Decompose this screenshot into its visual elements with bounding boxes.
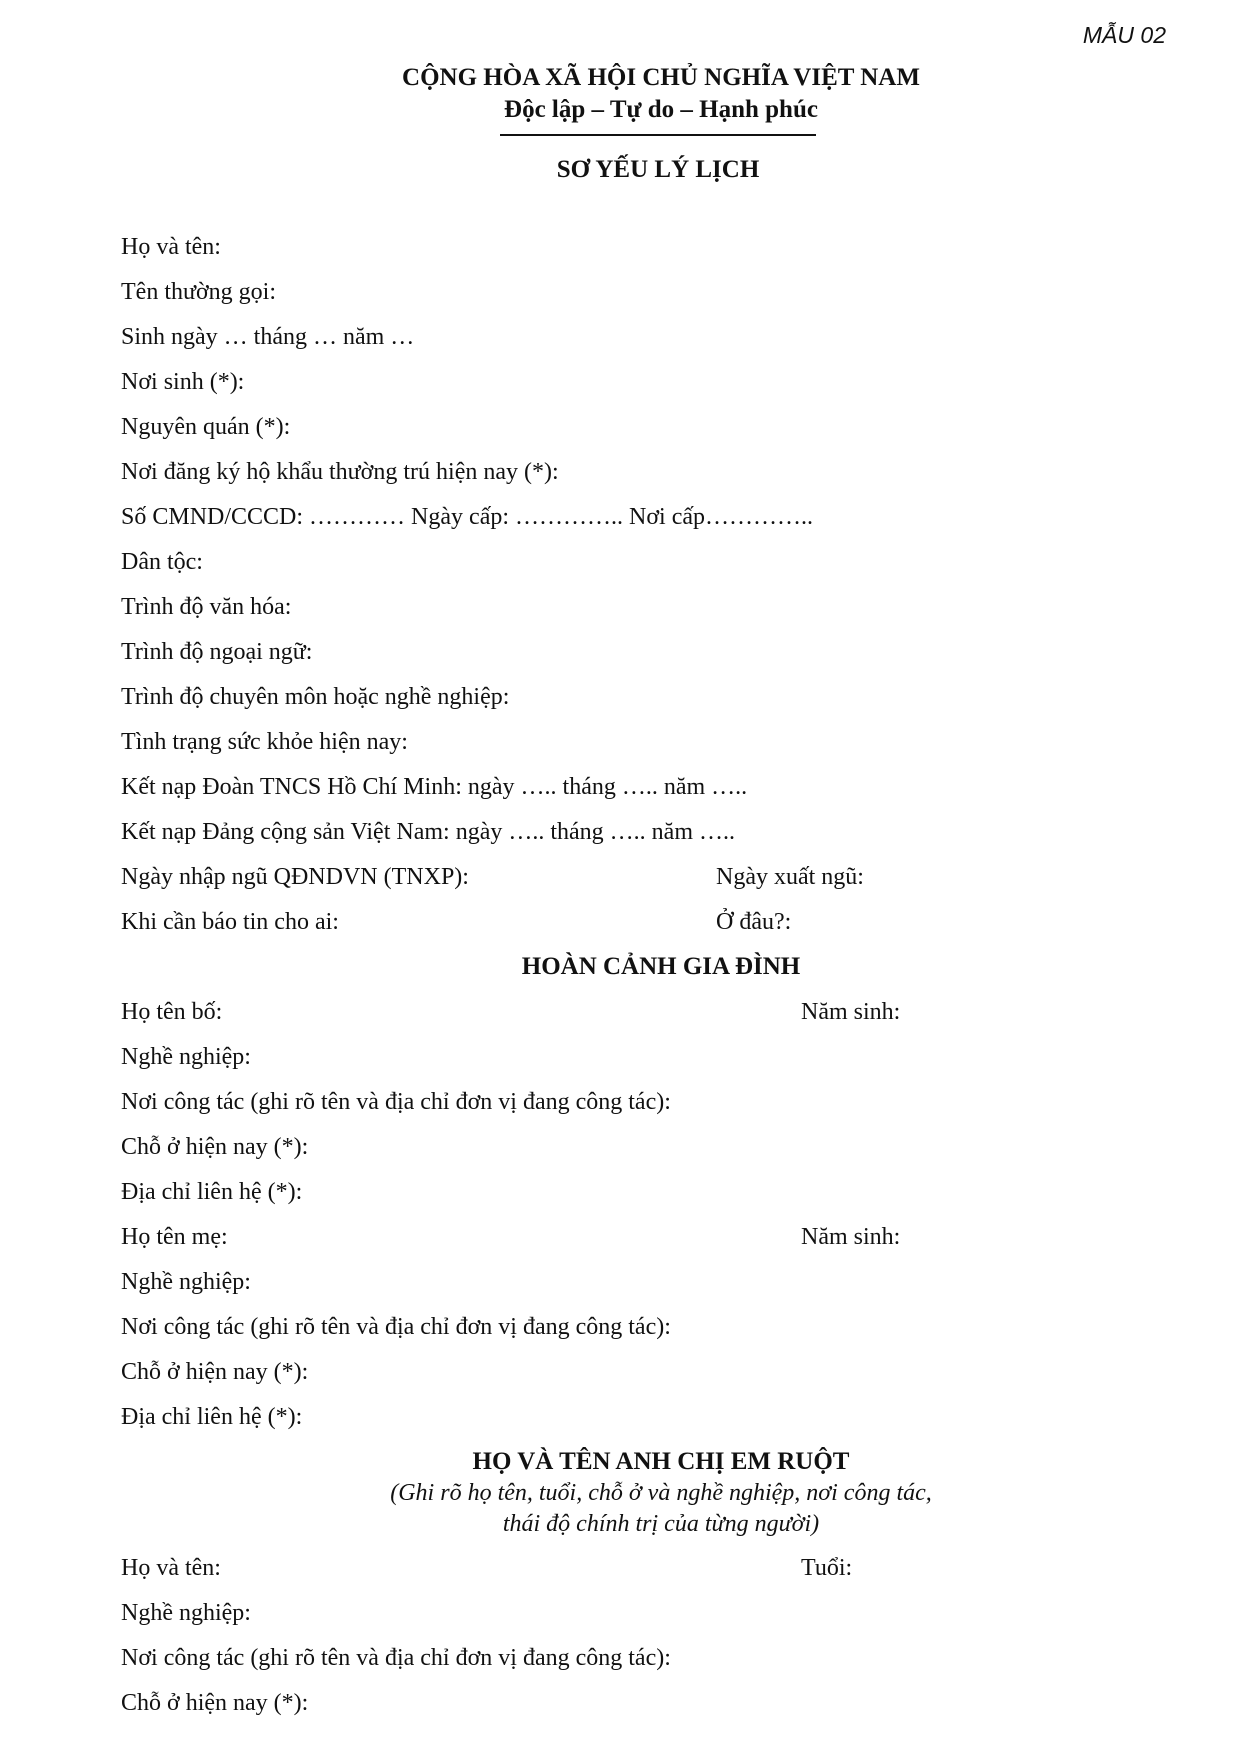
mother-job-field: Nghề nghiệp: <box>121 1269 251 1295</box>
hometown-field: Nguyên quán (*): <box>121 414 291 440</box>
family-section-title: HOÀN CẢNH GIA ĐÌNH <box>521 953 801 980</box>
header-underline <box>500 134 816 136</box>
siblings-note-line2: thái độ chính trị của từng người) <box>502 1511 820 1537</box>
birth-date-field: Sinh ngày … tháng … năm … <box>121 324 415 350</box>
discharge-field: Ngày xuất ngũ: <box>716 864 864 890</box>
health-field: Tình trạng sức khỏe hiện nay: <box>121 729 408 755</box>
mother-contact-field: Địa chỉ liên hệ (*): <box>121 1404 303 1430</box>
foreign-language-field: Trình độ ngoại ngữ: <box>121 639 313 665</box>
sibling-workplace-field: Nơi công tác (ghi rõ tên và địa chỉ đơn vị đang công tác): <box>121 1645 671 1671</box>
professional-field: Trình độ chuyên môn hoặc nghề nghiệp: <box>121 684 510 710</box>
notify-whom-field: Khi cần báo tin cho ai: <box>121 909 339 935</box>
siblings-note-line1: (Ghi rõ họ tên, tuổi, chỗ ở và nghề nghiệp, nơi công tác, <box>390 1480 932 1506</box>
full-name-field: Họ và tên: <box>121 234 221 260</box>
father-birth-year-field: Năm sinh: <box>801 999 901 1025</box>
document-title: SƠ YẾU LÝ LỊCH <box>556 156 760 183</box>
mother-residence-field: Chỗ ở hiện nay (*): <box>121 1359 309 1385</box>
father-name-field: Họ tên bố: <box>121 999 223 1025</box>
form-code: MẪU 02 <box>1082 22 1166 48</box>
common-name-field: Tên thường gọi: <box>121 279 277 305</box>
father-workplace-field: Nơi công tác (ghi rõ tên và địa chỉ đơn vị đang công tác): <box>121 1089 671 1115</box>
country-name: CỘNG HÒA XÃ HỘI CHỦ NGHĨA VIỆT NAM <box>402 64 920 91</box>
father-residence-field: Chỗ ở hiện nay (*): <box>121 1134 309 1160</box>
mother-workplace-field: Nơi công tác (ghi rõ tên và địa chỉ đơn vị đang công tác): <box>121 1314 671 1340</box>
id-card-field: Số CMND/CCCD: ………… Ngày cấp: ………….. Nơi cấp………….. <box>121 504 814 530</box>
sibling-job-field: Nghề nghiệp: <box>121 1600 251 1626</box>
sibling-name-field: Họ và tên: <box>121 1555 221 1581</box>
sibling-age-field: Tuổi: <box>801 1555 853 1581</box>
siblings-section-title: HỌ VÀ TÊN ANH CHỊ EM RUỘT <box>472 1448 850 1475</box>
education-field: Trình độ văn hóa: <box>121 594 292 620</box>
father-job-field: Nghề nghiệp: <box>121 1044 251 1070</box>
national-header <box>0 62 1240 126</box>
sibling-residence-field: Chỗ ở hiện nay (*): <box>121 1690 309 1716</box>
father-contact-field: Địa chỉ liên hệ (*): <box>121 1179 303 1205</box>
notify-where-field: Ở đâu?: <box>716 909 792 935</box>
party-field: Kết nạp Đảng cộng sản Việt Nam: ngày ….. tháng ….. năm ….. <box>121 819 735 845</box>
mother-name-field: Họ tên mẹ: <box>121 1224 228 1250</box>
ethnicity-field: Dân tộc: <box>121 549 203 575</box>
youth-union-field: Kết nạp Đoàn TNCS Hồ Chí Minh: ngày ….. tháng ….. năm ….. <box>121 774 748 800</box>
permanent-residence-field: Nơi đăng ký hộ khẩu thường trú hiện nay (*): <box>121 459 559 485</box>
motto: Độc lập – Tự do – Hạnh phúc <box>504 96 818 123</box>
birth-place-field: Nơi sinh (*): <box>121 369 245 395</box>
mother-birth-year-field: Năm sinh: <box>801 1224 901 1250</box>
enlistment-field: Ngày nhập ngũ QĐNDVN (TNXP): <box>121 864 469 890</box>
